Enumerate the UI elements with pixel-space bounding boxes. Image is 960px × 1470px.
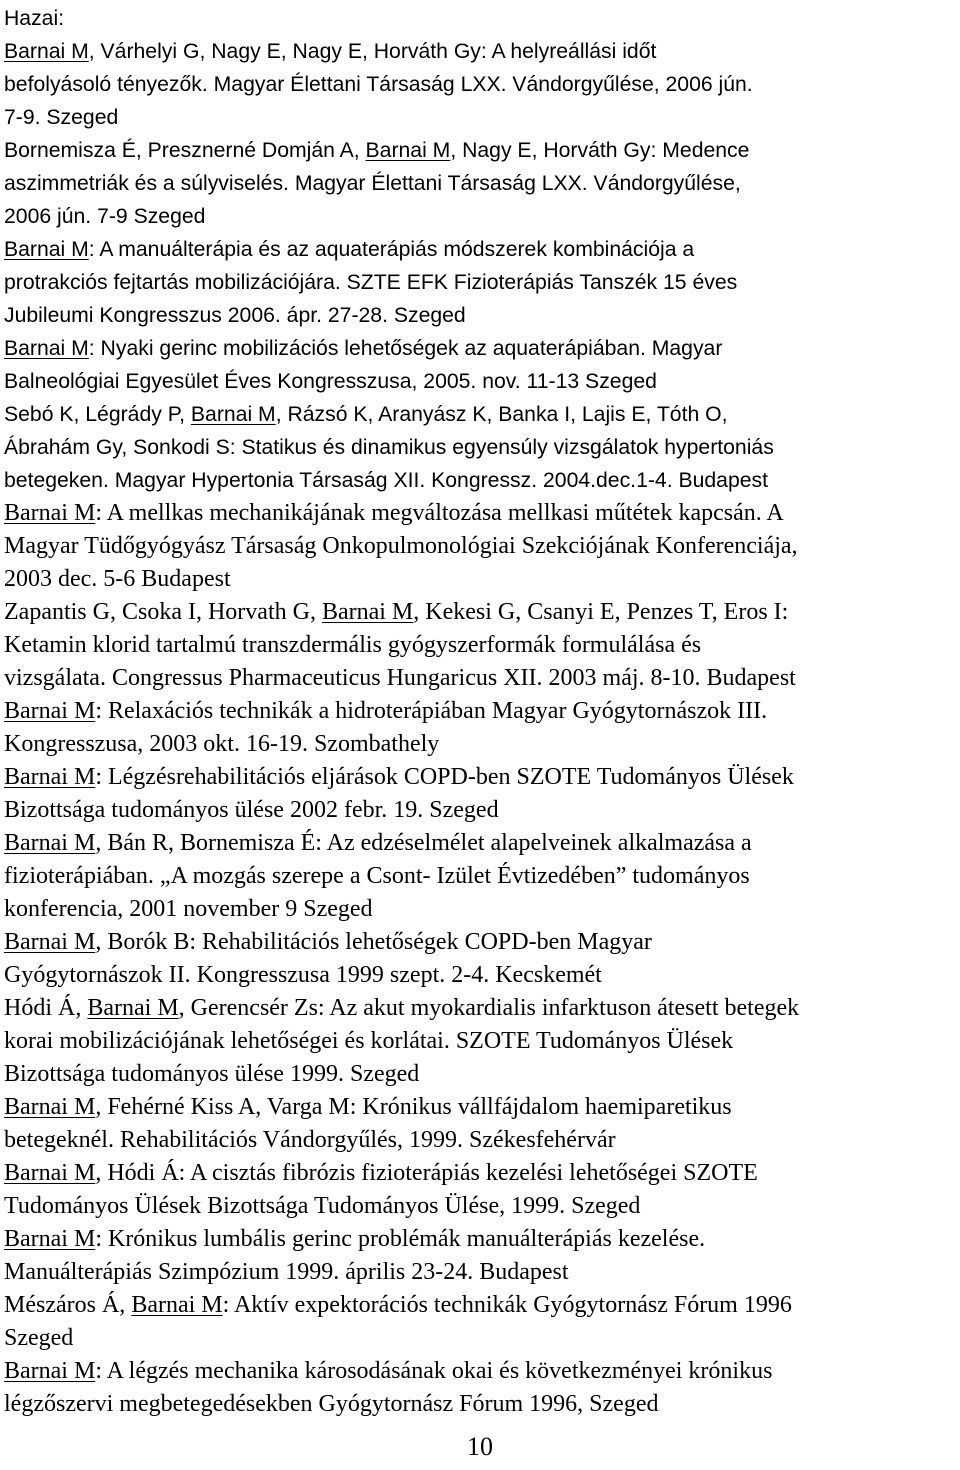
reference-line xyxy=(4,134,956,167)
reference-text: 7-9. Szeged xyxy=(4,106,119,129)
reference-text: , Bán R, Bornemisza É: Az edzéselmélet alapelveinek alkalmazása a xyxy=(95,830,752,856)
reference-line xyxy=(4,1223,956,1256)
reference-text: , Várhelyi G, Nagy E, Nagy E, Horváth Gy: A helyreállási időt xyxy=(88,40,657,63)
reference-line xyxy=(4,926,956,959)
reference-line xyxy=(4,299,956,332)
reference-line xyxy=(4,497,956,530)
reference-line xyxy=(4,1289,956,1322)
reference-text: 2006 jún. 7-9 Szeged xyxy=(4,205,206,228)
reference-text: protrakciós fejtartás mobilizációjára. SZTE EFK Fizioterápiás Tanszék 15 éves xyxy=(4,271,738,294)
author-highlight: Barnai M xyxy=(131,1292,223,1318)
reference-text: : Aktív expektorációs technikák Gyógytornász Fórum 1996 xyxy=(222,1292,792,1318)
author-highlight: Barnai M xyxy=(87,995,179,1021)
reference-text: : Relaxációs technikák a hidroterápiában Magyar Gyógytornászok III. xyxy=(95,698,768,724)
reference-text: Bizottsága tudományos ülése 1999. Szeged xyxy=(4,1061,420,1087)
author-highlight: Barnai M xyxy=(4,500,96,526)
reference-line xyxy=(4,35,956,68)
reference-line xyxy=(4,1124,956,1157)
author-highlight: Barnai M xyxy=(4,764,96,790)
reference-text: Bizottsága tudományos ülése 2002 febr. 19. Szeged xyxy=(4,797,499,823)
reference-line xyxy=(4,266,956,299)
author-highlight: Barnai M xyxy=(4,929,96,955)
reference-line xyxy=(4,332,956,365)
reference-text: , Gerencsér Zs: Az akut myokardialis infarktuson átesett betegek xyxy=(178,995,800,1021)
reference-text: Mészáros Á, xyxy=(4,1292,132,1318)
reference-text: Balneológiai Egyesület Éves Kongresszusa, 2005. nov. 11-13 Szeged xyxy=(4,370,657,393)
author-highlight: Barnai M xyxy=(4,337,89,360)
author-highlight: Barnai M xyxy=(4,40,89,63)
reference-line xyxy=(4,728,956,761)
reference-text: konferencia, 2001 november 9 Szeged xyxy=(4,896,373,922)
reference-line xyxy=(4,200,956,233)
reference-text: : A mellkas mechanikájának megváltozása mellkasi műtétek kapcsán. A xyxy=(95,500,784,526)
reference-line xyxy=(4,1256,956,1289)
reference-text: , Hódi Á: A cisztás fibrózis fizioterápiás kezelési lehetőségei SZOTE xyxy=(95,1160,758,1186)
reference-text: , Borók B: Rehabilitációs lehetőségek COPD-ben Magyar xyxy=(95,929,652,955)
reference-text: Ábrahám Gy, Sonkodi S: Statikus és dinamikus egyensúly vizsgálatok hypertoniás xyxy=(4,436,774,459)
reference-text: Magyar Tüdőgyógyász Társaság Onkopulmonológiai Szekciójának Konferenciája, xyxy=(4,533,798,559)
reference-text: betegeknél. Rehabilitációs Vándorgyűlés, 1999. Székesfehérvár xyxy=(4,1127,616,1153)
reference-line xyxy=(4,68,956,101)
reference-line xyxy=(4,563,956,596)
reference-text: Tudományos Ülések Bizottsága Tudományos Ülése, 1999. Szeged xyxy=(4,1193,641,1219)
author-highlight: Barnai M xyxy=(4,1226,96,1252)
reference-line xyxy=(4,1322,956,1355)
reference-text: Sebó K, Légrády P, xyxy=(4,403,191,426)
reference-text: Hódi Á, xyxy=(4,995,88,1021)
reference-line xyxy=(4,365,956,398)
reference-text: Manuálterápiás Szimpózium 1999. április 23-24. Budapest xyxy=(4,1259,569,1285)
reference-line xyxy=(4,959,956,992)
reference-line xyxy=(4,596,956,629)
reference-line xyxy=(4,431,956,464)
reference-text: vizsgálata. Congressus Pharmaceuticus Hungaricus XII. 2003 máj. 8-10. Budapest xyxy=(4,665,796,691)
reference-text: Zapantis G, Csoka I, Horvath G, xyxy=(4,599,322,625)
reference-text: 2003 dec. 5-6 Budapest xyxy=(4,566,231,592)
reference-text: Szeged xyxy=(4,1325,74,1351)
author-highlight: Barnai M xyxy=(365,139,451,162)
reference-text: : A légzés mechanika károsodásának okai és következményei krónikus xyxy=(95,1358,773,1384)
page-number: 10 xyxy=(467,1432,493,1461)
reference-line xyxy=(4,1157,956,1190)
reference-text: : Légzésrehabilitációs eljárások COPD-ben SZOTE Tudományos Ülések xyxy=(95,764,794,790)
reference-text: , Kekesi G, Csanyi E, Penzes T, Eros I: xyxy=(413,599,789,625)
reference-line xyxy=(4,1190,956,1223)
author-highlight: Barnai M xyxy=(4,238,89,261)
reference-text: Gyógytornászok II. Kongresszusa 1999 szept. 2-4. Kecskemét xyxy=(4,962,602,988)
section-heading: Hazai: xyxy=(4,7,65,30)
reference-text: : Nyaki gerinc mobilizációs lehetőségek az aquaterápiában. Magyar xyxy=(88,337,723,360)
reference-text: : A manuálterápia és az aquaterápiás módszerek kombinációja a xyxy=(88,238,695,261)
reference-text: légzőszervi megbetegedésekben Gyógytornász Fórum 1996, Szeged xyxy=(4,1391,659,1417)
reference-text: fizioterápiában. „A mozgás szerepe a Csont- Izület Évtizedében” tudományos xyxy=(4,863,750,889)
reference-text: befolyásoló tényezők. Magyar Élettani Társaság LXX. Vándorgyűlése, 2006 jún. xyxy=(4,73,753,96)
author-highlight: Barnai M xyxy=(4,830,96,856)
reference-text: korai mobilizációjának lehetőségei és korlátai. SZOTE Tudományos Ülések xyxy=(4,1028,734,1054)
reference-line xyxy=(4,794,956,827)
reference-line xyxy=(4,1025,956,1058)
reference-text: , Fehérné Kiss A, Varga M: Krónikus vállfájdalom haemiparetikus xyxy=(95,1094,732,1120)
reference-line xyxy=(4,464,956,497)
reference-text: , Nagy E, Horváth Gy: Medence xyxy=(450,139,750,162)
reference-text: Ketamin klorid tartalmú transzdermális gyógyszerformák formulálása és xyxy=(4,632,702,658)
reference-line xyxy=(4,761,956,794)
reference-line xyxy=(4,530,956,563)
reference-text: Kongresszusa, 2003 okt. 16-19. Szombathely xyxy=(4,731,440,757)
reference-line xyxy=(4,992,956,1025)
reference-line xyxy=(4,662,956,695)
reference-text: : Krónikus lumbális gerinc problémák manuálterápiás kezelése. xyxy=(95,1226,706,1252)
reference-line xyxy=(4,101,956,134)
reference-line xyxy=(4,1058,956,1091)
reference-list xyxy=(4,35,956,1421)
reference-line xyxy=(4,893,956,926)
author-highlight: Barnai M xyxy=(4,1160,96,1186)
reference-line xyxy=(4,827,956,860)
reference-line xyxy=(4,398,956,431)
reference-line xyxy=(4,629,956,662)
reference-line xyxy=(4,1388,956,1421)
author-highlight: Barnai M xyxy=(321,599,414,625)
reference-text: Bornemisza É, Presznerné Domján A, xyxy=(4,139,366,162)
author-highlight: Barnai M xyxy=(190,403,276,426)
author-highlight: Barnai M xyxy=(4,1094,96,1120)
reference-text: , Rázsó K, Aranyász K, Banka I, Lajis E, Tóth O, xyxy=(275,403,728,426)
reference-text: betegeken. Magyar Hypertonia Társaság XII. Kongressz. 2004.dec.1-4. Budapest xyxy=(4,469,768,492)
author-highlight: Barnai M xyxy=(4,1358,96,1384)
reference-line xyxy=(4,167,956,200)
author-highlight: Barnai M xyxy=(4,698,96,724)
reference-line xyxy=(4,1355,956,1388)
reference-text: aszimmetriák és a súlyviselés. Magyar Élettani Társaság LXX. Vándorgyűlése, xyxy=(4,172,741,195)
reference-line xyxy=(4,233,956,266)
reference-line xyxy=(4,695,956,728)
reference-text: Jubileumi Kongresszus 2006. ápr. 27-28. Szeged xyxy=(4,304,466,327)
reference-line xyxy=(4,860,956,893)
reference-line xyxy=(4,1091,956,1124)
